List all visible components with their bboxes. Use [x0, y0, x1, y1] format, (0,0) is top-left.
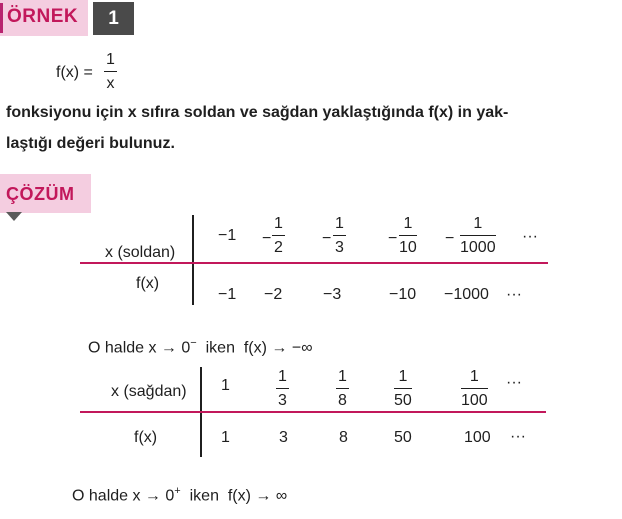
table-left-f-value: −3 — [323, 286, 342, 303]
table-left-f-value: −1 — [218, 286, 237, 303]
solution-label: ÇÖZÜM — [6, 184, 75, 204]
function-denominator: x — [106, 75, 115, 93]
function-numerator: 1 — [106, 51, 115, 68]
fraction-denominator: 10 — [399, 239, 417, 257]
table-left-x-ellipsis: ··· — [522, 228, 538, 245]
fraction-numerator: 1 — [403, 215, 413, 232]
table-left-x-sign: − — [262, 230, 272, 247]
fraction-denominator: 2 — [274, 239, 283, 257]
conclusion-left-rest: iken f(x) → −∞ — [196, 339, 313, 357]
table-right-x-value: 1 — [221, 377, 230, 394]
conclusion-right-text: O halde x → 0 — [72, 487, 175, 505]
example-label: ÖRNEK — [7, 6, 79, 27]
conclusion-left-sup: − — [190, 337, 197, 349]
table-left-f-ellipsis: ··· — [506, 286, 522, 303]
conclusion-left — [88, 338, 313, 356]
fraction-numerator: 1 — [473, 215, 483, 232]
table-left-rule — [80, 262, 548, 264]
table-left-f-label: f(x) — [136, 275, 160, 292]
table-right-x-fraction — [336, 369, 349, 409]
function-lhs: f(x) = — [56, 64, 93, 81]
fraction-denominator: 3 — [278, 392, 287, 410]
example-number: 1 — [93, 2, 134, 35]
table-left-divider — [192, 215, 194, 305]
table-right-f-value: 1 — [221, 429, 230, 446]
table-left-x-value: −1 — [218, 227, 237, 244]
table-right-f-label: f(x) — [134, 429, 158, 446]
conclusion-left-text: O halde x → 0 — [88, 339, 191, 357]
fraction-numerator: 1 — [338, 368, 347, 385]
table-left-f-value: −2 — [264, 286, 283, 303]
question-line-1: fonksiyonu için x sıfıra soldan ve sağdan yaklaştığında f(x) in yak- — [6, 104, 509, 121]
table-right-f-value: 100 — [464, 429, 491, 446]
fraction-numerator: 1 — [335, 215, 344, 232]
table-left-x-fraction — [399, 216, 417, 256]
table-right-x-ellipsis: ··· — [506, 374, 522, 391]
table-right-x-fraction — [394, 369, 412, 409]
function-fraction — [104, 52, 117, 92]
table-left-x-sign: − — [388, 230, 398, 247]
conclusion-right — [72, 486, 287, 504]
conclusion-right-rest: iken f(x) → ∞ — [180, 487, 288, 505]
fraction-denominator: 100 — [461, 392, 488, 410]
fraction-numerator: 1 — [469, 368, 479, 385]
fraction-numerator: 1 — [278, 368, 287, 385]
table-left-f-value: −1000 — [444, 286, 489, 303]
table-left-x-fraction — [333, 216, 346, 256]
example-badge-stripe — [0, 3, 3, 33]
solution-arrow-icon — [6, 212, 22, 221]
table-left-x-sign: − — [445, 230, 455, 247]
fraction-denominator: 3 — [335, 239, 344, 257]
table-right-x-fraction — [276, 369, 289, 409]
fraction-denominator: 50 — [394, 392, 412, 410]
table-left-x-fraction — [272, 216, 285, 256]
conclusion-right-sup: + — [174, 485, 181, 497]
table-right-rule — [80, 411, 546, 413]
table-right-f-ellipsis: ··· — [510, 428, 526, 445]
table-left-x-label: x (soldan) — [105, 244, 176, 261]
fraction-numerator: 1 — [398, 368, 408, 385]
fraction-numerator: 1 — [274, 215, 283, 232]
fraction-denominator: 8 — [338, 392, 347, 410]
table-right-f-value: 8 — [339, 429, 348, 446]
table-left-x-sign: − — [322, 230, 332, 247]
table-left-f-value: −10 — [389, 286, 417, 303]
table-right-f-value: 3 — [279, 429, 288, 446]
table-right-x-label: x (sağdan) — [111, 383, 187, 400]
table-right-x-fraction — [461, 369, 488, 409]
fraction-denominator: 1000 — [460, 239, 496, 257]
table-right-f-value: 50 — [394, 429, 412, 446]
table-left-x-fraction — [460, 216, 496, 256]
question-line-2: laştığı değeri bulunuz. — [6, 135, 175, 152]
